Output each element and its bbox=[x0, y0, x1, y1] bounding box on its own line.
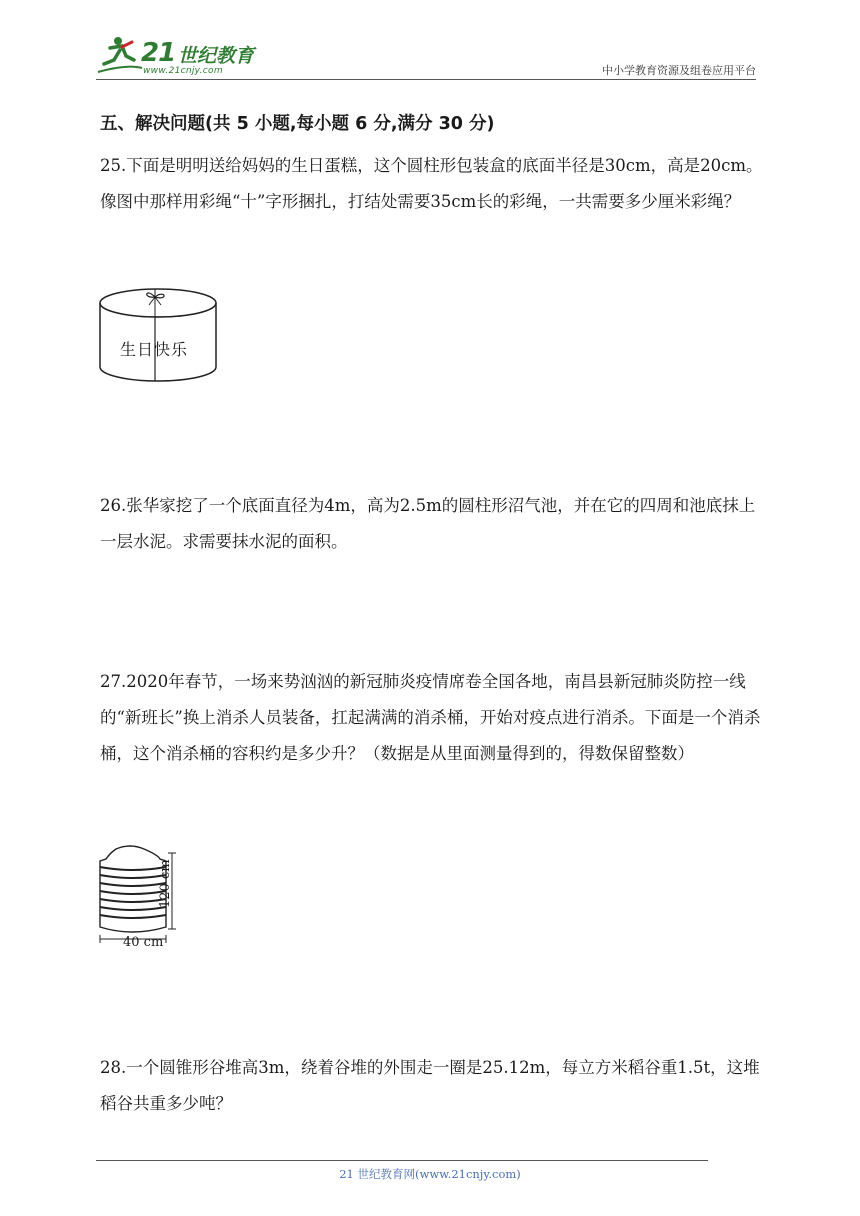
question-27: 27.2020年春节，一场来势汹汹的新冠肺炎疫情席卷全国各地，南昌县新冠肺炎防控一线的“新班长”换上消杀人员装备，扛起满满的消杀桶，开始对疫点进行消杀。下面是一个消杀桶，这个消杀桶的容积约是多少升？（数据是从里面测量得到的，得数保留整数） bbox=[100, 672, 761, 763]
footer-text: 21 世纪教育网(www.21cnjy.com) bbox=[339, 1167, 521, 1181]
cake-label: 生日快乐 bbox=[120, 340, 189, 359]
barrel-width-label: 40 cm bbox=[123, 935, 164, 950]
question-25: 25.下面是明明送给妈妈的生日蛋糕，这个圆柱形包装盒的底面半径是30cm，高是20cm。像图中那样用彩绳“十”字形捆扎，打结处需要35cm长的彩绳，一共需要多少厘米彩绳？ bbox=[100, 156, 763, 211]
logo-url: www.21cnjy.com bbox=[143, 66, 223, 76]
question-26: 26.张华家挖了一个底面直径为4m，高为2.5m的圆柱形沼气池，并在它的四周和池底抹上一层水泥。求需要抹水泥的面积。 bbox=[100, 496, 756, 551]
header-divider bbox=[96, 79, 756, 80]
footer-divider bbox=[96, 1160, 708, 1161]
section-title: 五、解决问题(共 5 小题,每小题 6 分,满分 30 分) bbox=[100, 114, 495, 134]
cake-box-figure bbox=[97, 283, 221, 387]
question-28: 28.一个圆锥形谷堆高3m，绕着谷堆的外围走一圈是25.12m，每立方米稻谷重1.5t，这堆稻谷共重多少吨？ bbox=[100, 1058, 760, 1113]
header-platform-text: 中小学教育资源及组卷应用平台 bbox=[602, 64, 756, 77]
logo-number: 21 bbox=[141, 38, 176, 68]
barrel-height-label: 120 cm bbox=[158, 859, 173, 908]
logo-text: 世纪教育 bbox=[178, 45, 255, 67]
